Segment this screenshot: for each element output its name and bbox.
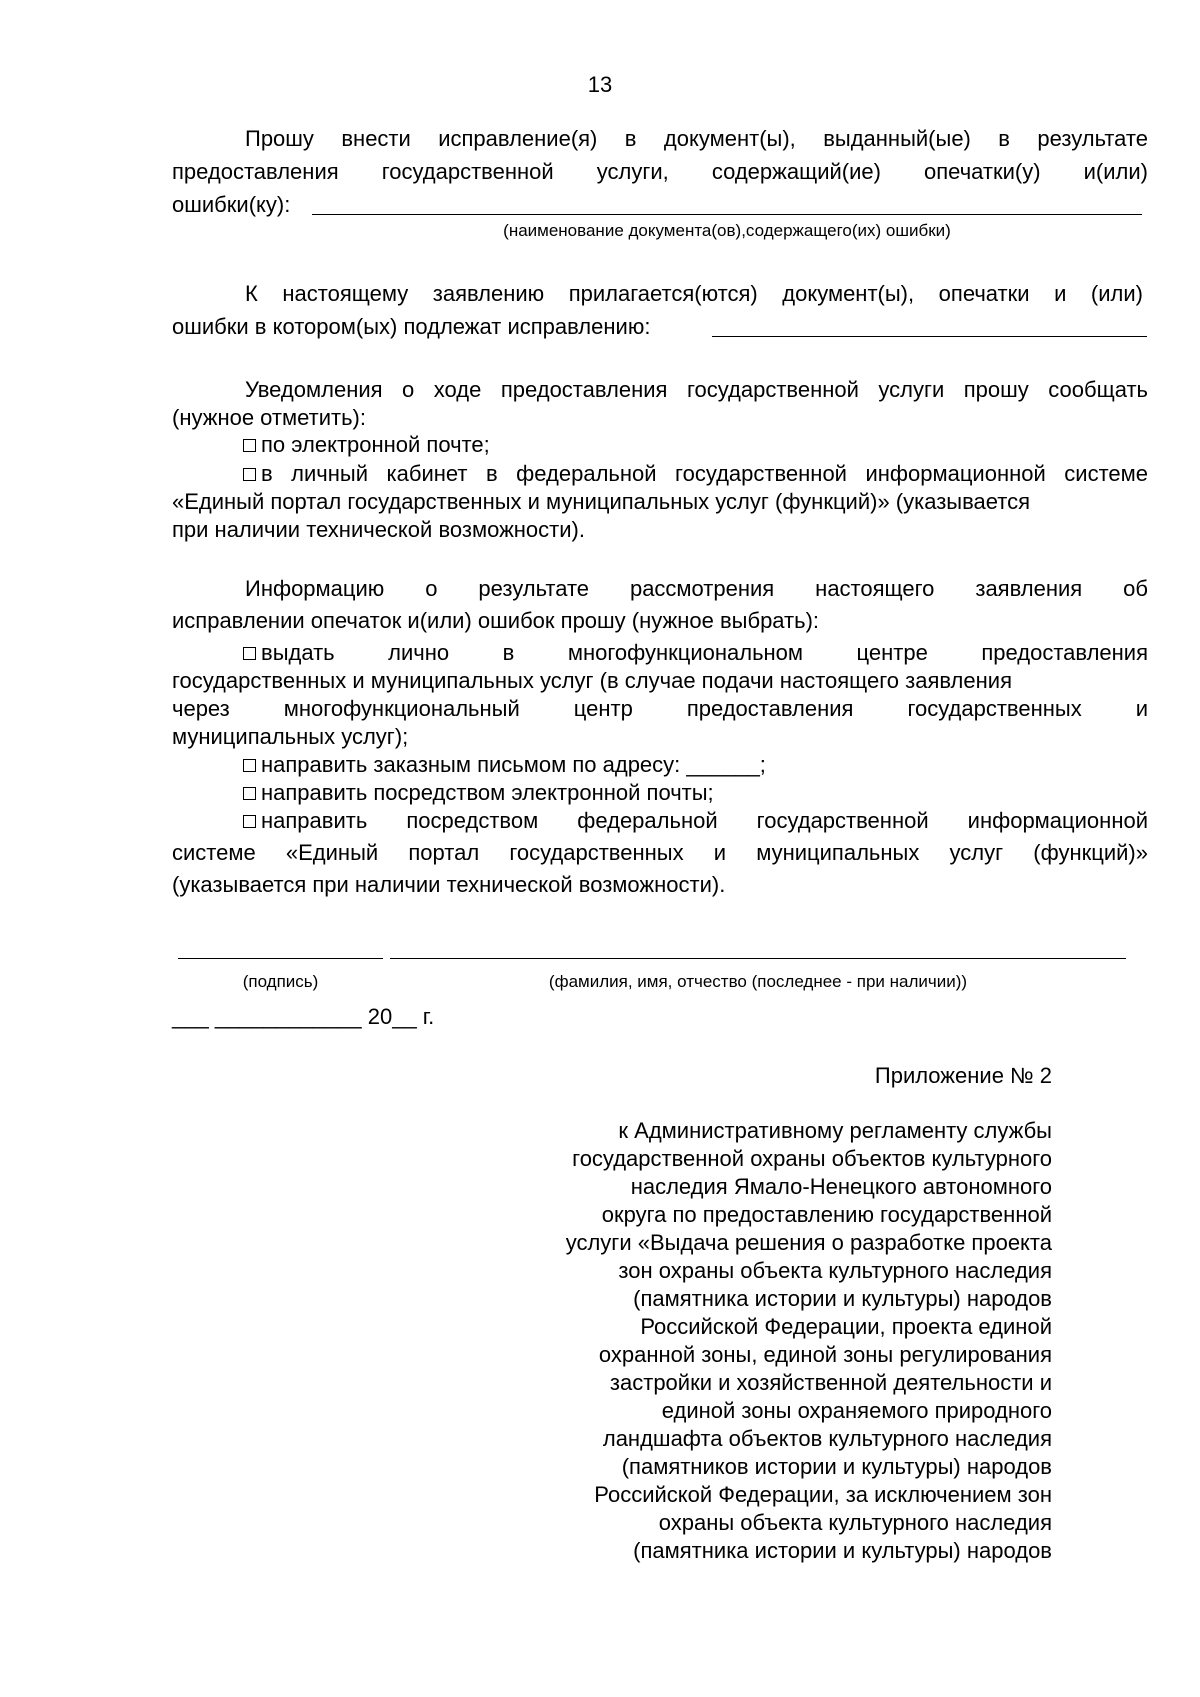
page-number: 13 (587, 72, 613, 97)
s3-option-email-label: по электронной почте; (261, 432, 490, 457)
checkbox-s4-email[interactable] (243, 787, 256, 800)
date-line[interactable]: ___ ____________ 20__ г. (172, 1004, 435, 1029)
s3-line1: Уведомления о ходе предоставления государственной услуги прошу сообщать (245, 377, 1148, 402)
appendix-line: Российской Федерации, за исключением зон (594, 1482, 1052, 1507)
signature-caption: (подпись) (242, 972, 319, 991)
checkbox-cabinet[interactable] (243, 468, 256, 481)
appendix-line: государственной охраны объектов культурного (572, 1146, 1052, 1171)
s1-line2: предоставления государственной услуги, содержащий(ие) опечатки(у) и(или) (172, 159, 1148, 184)
s4-option-email[interactable] (243, 780, 714, 806)
appendix-line: единой зоны охраняемого природного (661, 1398, 1052, 1423)
s4-opt1-line3: через многофункциональный центр предоставления государственных и (172, 696, 1148, 721)
appendix-line: охранной зоны, единой зоны регулирования (598, 1342, 1052, 1367)
s4-opt4-line3: (указывается при наличии технической возможности). (172, 872, 726, 897)
s4-line2: исправлении опечаток и(или) ошибок прошу (нужное выбрать): (172, 608, 820, 633)
s3-option-email[interactable] (243, 432, 490, 458)
s4-option-email-label: направить посредством электронной почты; (261, 780, 714, 805)
s1-line3-label: ошибки(ку): (172, 192, 291, 217)
appendix-line: охраны объекта культурного наследия (658, 1510, 1052, 1535)
s3-line2: (нужное отметить): (172, 405, 366, 430)
appendix-line: услуги «Выдача решения о разработке проекта (565, 1230, 1052, 1255)
checkbox-mail[interactable] (243, 759, 256, 772)
s3-option-cabinet[interactable] (243, 461, 1148, 487)
s4-option-mail[interactable] (243, 752, 766, 778)
s4-opt1-line2: государственных и муниципальных услуг (в случае подачи настоящего заявления (172, 668, 1012, 693)
s4-option-portal-label: направить посредством федеральной государственной информационной (261, 808, 1148, 833)
s4-opt1-line4: муниципальных услуг); (172, 724, 409, 749)
checkbox-mfc[interactable] (243, 647, 256, 660)
s3-option-cabinet-label: в личный кабинет в федеральной государственной информационной системе (261, 461, 1148, 486)
s4-option-mfc-label: выдать лично в многофункциональном центре предоставления (261, 640, 1148, 665)
appendix-line: округа по предоставлению государственной (601, 1202, 1052, 1227)
appendix-line: (памятника истории и культуры) народов (633, 1538, 1052, 1563)
signature-line[interactable] (178, 958, 383, 959)
appendix-line: Российской Федерации, проекта единой (640, 1314, 1052, 1339)
appendix-line: зон охраны объекта культурного наследия (618, 1258, 1052, 1283)
s2-fill-line[interactable] (712, 336, 1147, 337)
s1-caption: (наименование документа(ов),содержащего(их) ошибки) (503, 221, 951, 240)
s4-option-mfc[interactable] (243, 640, 1148, 666)
s4-option-portal[interactable] (243, 808, 1148, 834)
s3-opt2-line3: при наличии технической возможности). (172, 517, 585, 542)
checkbox-email[interactable] (243, 439, 256, 452)
appendix-line: ландшафта объектов культурного наследия (602, 1426, 1052, 1451)
s4-opt4-line2: системе «Единый портал государственных и муниципальных услуг (функций)» (172, 840, 1148, 865)
s1-fill-line[interactable] (312, 214, 1142, 215)
checkbox-portal[interactable] (243, 815, 256, 828)
appendix-line: (памятников истории и культуры) народов (621, 1454, 1052, 1479)
appendix-line: наследия Ямало-Ненецкого автономного (630, 1174, 1052, 1199)
s1-line1: Прошу внести исправление(я) в документ(ы), выданный(ые) в результате (245, 126, 1148, 151)
s2-line1: К настоящему заявлению прилагается(ются) документ(ы), опечатки и (или) (245, 281, 1143, 306)
s1-line3 (172, 192, 290, 218)
appendix-line: (памятника истории и культуры) народов (633, 1286, 1052, 1311)
s4-line1: Информацию о результате рассмотрения настоящего заявления об (245, 576, 1148, 601)
fullname-line[interactable] (390, 958, 1126, 959)
appendix-line: застройки и хозяйственной деятельности и (609, 1370, 1052, 1395)
s3-opt2-line2: «Единый портал государственных и муниципальных услуг (функций)» (указывается (172, 489, 1031, 514)
fullname-caption: (фамилия, имя, отчество (последнее - при наличии)) (548, 972, 968, 991)
s2-line2: ошибки в котором(ых) подлежат исправлению: (172, 314, 651, 339)
s4-option-mail-label: направить заказным письмом по адресу: ______; (261, 752, 766, 777)
appendix-title: Приложение № 2 (874, 1063, 1052, 1088)
appendix-line: к Административному регламенту службы (618, 1118, 1052, 1143)
